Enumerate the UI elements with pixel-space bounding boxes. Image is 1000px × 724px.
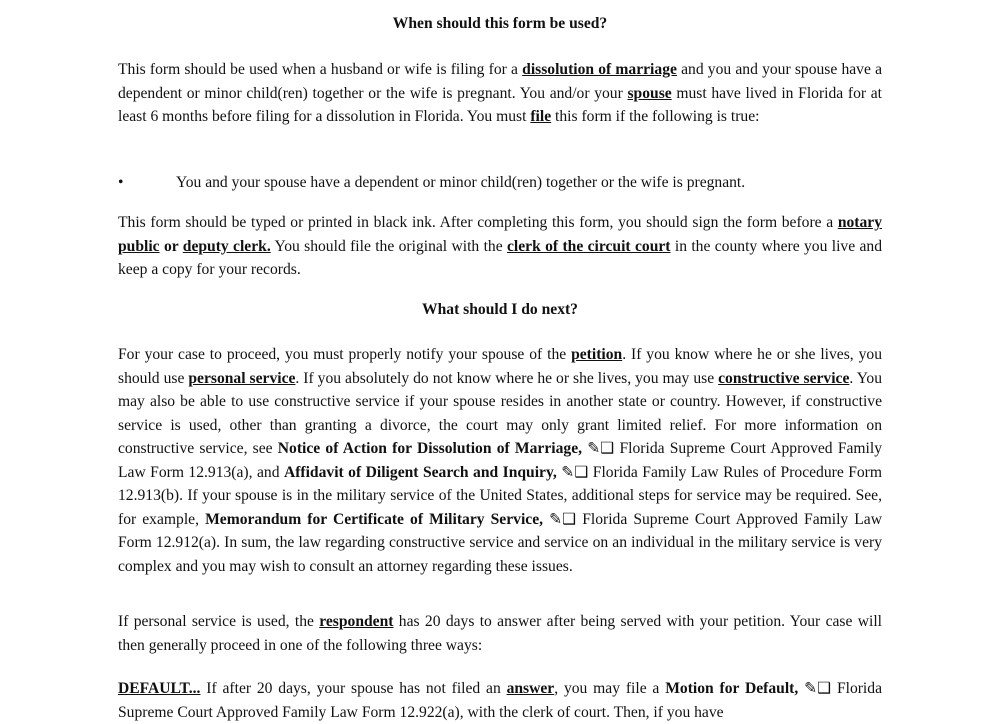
form-title-memorandum: Memorandum for Certificate of Military Service,	[205, 510, 544, 528]
link-dissolution-of-marriage[interactable]: dissolution of marriage	[522, 61, 677, 78]
link-spouse[interactable]: spouse	[627, 84, 672, 102]
link-personal-service[interactable]: personal service	[188, 369, 296, 387]
form-title-motion-for-default: Motion for Default,	[665, 680, 799, 697]
bullet-symbol: •	[118, 174, 124, 191]
form-title-affidavit: Affidavit of Diligent Search and Inquiry,	[283, 463, 557, 481]
paragraph-personal-service: If personal service is used, the respondent has 20 days to answer after being served with your petition. Your case will then generally proceed in one of the following three ways:	[118, 613, 882, 654]
link-file[interactable]: file	[530, 108, 552, 125]
link-deputy-clerk[interactable]: deputy clerk.	[182, 237, 271, 255]
link-clerk-of-circuit-court[interactable]: clerk of the circuit court	[507, 237, 671, 255]
link-respondent[interactable]: respondent	[319, 613, 394, 630]
paragraph-default: DEFAULT... If after 20 days, your spouse has not filed an answer, you may file a Motion for Default, ✎❑ Florida Supreme Court Approved Family Law Form 12.922(a), with the clerk of court. Then, if you have	[118, 680, 882, 721]
link-petition[interactable]: petition	[571, 346, 623, 363]
heading-when-should-form-be-used: When should this form be used?	[392, 15, 608, 32]
form-title-notice-of-action: Notice of Action for Dissolution of Marriage,	[277, 440, 583, 457]
link-constructive-service[interactable]: constructive service	[718, 369, 850, 387]
paragraph-ink-and-signing: This form should be typed or printed in black ink. After completing this form, you should sign the form before a notary public or deputy clerk. You should file the original with the clerk of the circuit court in the county where you live and keep a copy for your records.	[118, 214, 883, 278]
link-answer[interactable]: answer	[506, 680, 555, 697]
paragraph-form-usage: This form should be used when a husband or wife is filing for a dissolution of marriage and you and your spouse have a dependent or minor child(ren) together or the wife is pregnant. You and/or your spouse must have lived in Florida for at least 6 months before filing for a dissolution in Florida. You must file this form if the following is true:	[118, 61, 883, 125]
paragraph-notify-spouse: For your case to proceed, you must properly notify your spouse of the petition. If you know where he or she lives, you should use personal service. If you absolutely do not know where he or she lives, you may use constructive service. You may also be able to use constructive service if your spouse resides in another state or country. However, if constructive service is used, other than granting a divorce, the court may only grant limited relief. For more information on constructive service, see Notice of Action for Dissolution of Marriage, ✎❑ Florida Supreme Court Approved Family Law Form 12.913(a), and Affidavit of Diligent Search and Inquiry, ✎❑ Florida Family Law Rules of Procedure Form 12.913(b). If your spouse is in the military service of the United States, additional steps for service may be required. See, for example, Memorandum for Certificate of Military Service, ✎❑ Florida Supreme Court Approved Family Law Form 12.912(a). In sum, the law regarding constructive service and service on an individual in the military service is very complex and you may wish to consult an attorney regarding these issues.	[118, 346, 883, 575]
heading-what-should-i-do-next: What should I do next?	[422, 301, 578, 318]
bullet-text: You and your spouse have a dependent or minor child(ren) together or the wife is pregnant.	[176, 174, 746, 191]
link-default[interactable]: DEFAULT...	[118, 680, 201, 697]
link-notary-public[interactable]: notary public	[118, 214, 882, 255]
